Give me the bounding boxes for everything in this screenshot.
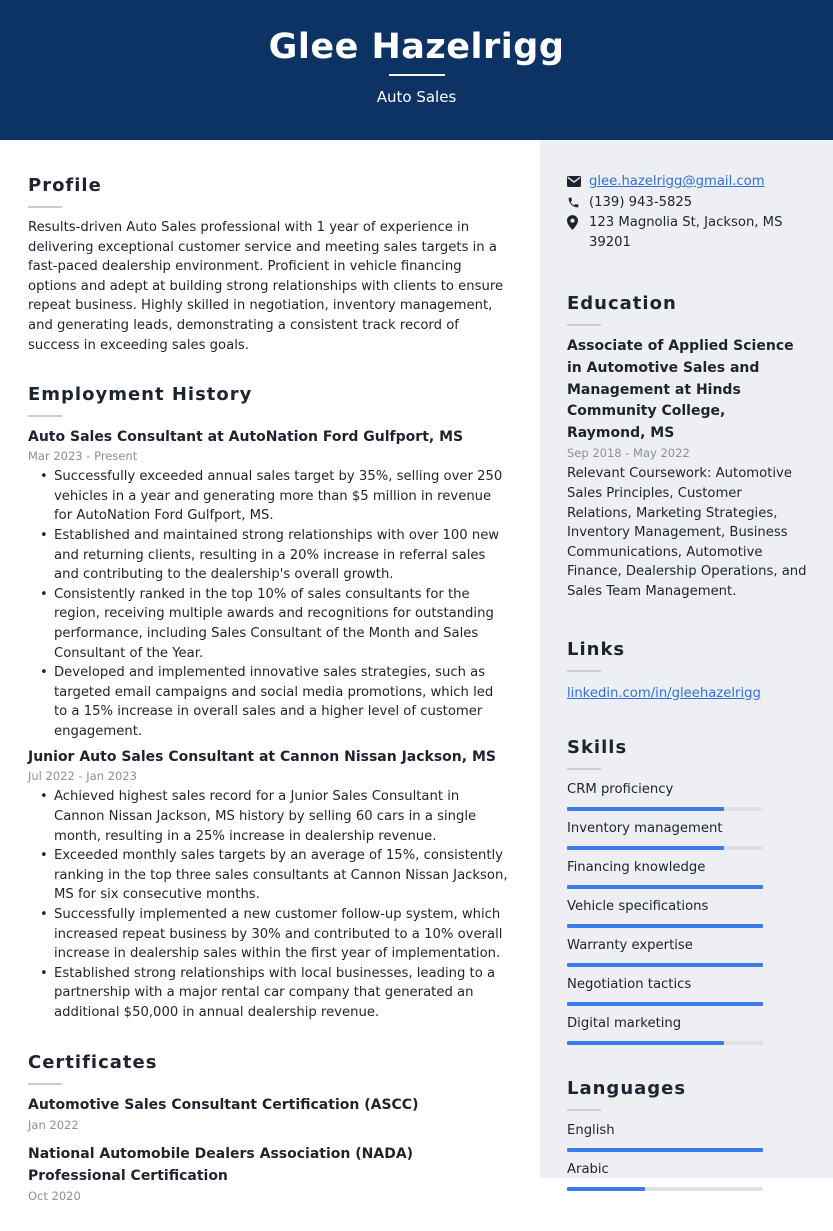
skill-name: Vehicle specifications <box>567 898 709 914</box>
skill-name: Warranty expertise <box>567 937 693 953</box>
language-name: Arabic <box>567 1161 609 1177</box>
skill-level-bar <box>567 924 763 928</box>
job-bullet: • Established and maintained strong relationships with over 100 new and returning clients, resulting in a 20% increase in referral sales and contributing to the dealership's overall growth. <box>28 526 508 585</box>
skill-level-fill <box>567 846 724 850</box>
contact-phone-row <box>567 193 807 213</box>
job-bullet: • Consistently ranked in the top 10% of sales consultants for the region, receiving multiple awards and recognitions for outstanding performance, including Sales Consultant of the Month and Sales Consultant of the Year. <box>28 585 508 663</box>
skill-level-fill <box>567 924 763 928</box>
skill-item <box>567 1014 807 1045</box>
skill-item <box>567 819 807 850</box>
job-title-subtitle: Auto Sales <box>376 88 457 106</box>
language-item <box>567 1160 807 1191</box>
employment-heading: Employment History <box>28 384 253 406</box>
skill-level-fill <box>567 1041 724 1045</box>
employment-section <box>28 381 508 1022</box>
section-divider <box>567 324 601 326</box>
resume-header <box>0 0 833 140</box>
skill-name: Negotiation tactics <box>567 976 692 992</box>
section-divider <box>567 670 601 672</box>
job-title: Junior Auto Sales Consultant at Cannon Nissan Jackson, MS <box>28 749 496 766</box>
job-dates: Jul 2022 - Jan 2023 <box>28 769 137 784</box>
profile-summary: Results-driven Auto Sales professional with 1 year of experience in delivering exceptional customer service and meeting sales targets in a fast-paced dealership environment. Proficient in vehicle financing options and adept at building strong relationships with clients to ensure repeat business. Highly skilled in negotiation, inventory management, and generating leads, demonstrating a consistent track record of success in exceeding sales goals. <box>28 220 504 353</box>
language-item <box>567 1121 807 1152</box>
skills-section <box>567 734 807 1045</box>
address-text: 123 Magnolia St, Jackson, MS 39201 <box>589 215 783 250</box>
contact-address-row <box>567 213 807 252</box>
skill-name: Inventory management <box>567 820 723 836</box>
contact-section <box>567 172 807 252</box>
job-bullet: • Established strong relationships with local businesses, leading to a partnership with a major rental car company that generated an additional $50,000 in annual dealership revenue. <box>28 964 508 1023</box>
contact-email-row <box>567 172 807 192</box>
certificate-date: Jan 2022 <box>28 1118 79 1133</box>
candidate-name: Glee Hazelrigg <box>268 27 565 67</box>
job-bullet: • Developed and implemented innovative sales strategies, such as targeted email campaigns and social media promotions, which led to a 15% increase in overall sales and a higher level of customer engagement. <box>28 663 508 741</box>
skill-level-bar <box>567 963 763 967</box>
certificate-entry <box>28 1095 508 1135</box>
skill-item <box>567 897 807 928</box>
job-title: Auto Sales Consultant at AutoNation Ford Gulfport, MS <box>28 429 464 446</box>
certificate-name: Automotive Sales Consultant Certification (ASCC) <box>28 1096 419 1113</box>
skill-level-bar <box>567 807 763 811</box>
education-dates: Sep 2018 - May 2022 <box>567 446 690 461</box>
header-divider <box>389 74 445 76</box>
certificates-heading: Certificates <box>28 1051 158 1073</box>
envelope-icon <box>567 172 589 192</box>
section-divider <box>28 415 62 417</box>
skills-heading: Skills <box>567 736 628 758</box>
language-name: English <box>567 1122 615 1138</box>
skill-level-bar <box>567 885 763 889</box>
languages-section <box>567 1075 807 1191</box>
profile-heading: Profile <box>28 175 102 196</box>
languages-heading: Languages <box>567 1077 687 1099</box>
skill-item <box>567 936 807 967</box>
job-bullets <box>28 787 508 1022</box>
certificate-entry <box>28 1144 508 1205</box>
education-heading: Education <box>567 293 677 315</box>
skill-level-bar <box>567 846 763 850</box>
language-level-fill <box>567 1148 763 1152</box>
skill-name: Financing knowledge <box>567 859 706 875</box>
job-bullet: • Successfully implemented a new customer follow-up system, which increased repeat business by 30% and contributed to a 10% overall increase in dealership sales within the first year of implementation. <box>28 905 508 964</box>
degree-title: Associate of Applied Science in Automotive Sales and Management at Hinds Community College, Raymond, MS <box>567 338 794 441</box>
skill-level-fill <box>567 807 724 811</box>
skill-level-fill <box>567 885 763 889</box>
job-entry <box>28 427 508 741</box>
links-heading: Links <box>567 638 626 660</box>
skill-name: CRM proficiency <box>567 781 674 797</box>
map-pin-icon <box>567 213 589 233</box>
language-level-bar <box>567 1187 763 1191</box>
main-column <box>28 172 508 1231</box>
section-divider <box>28 206 62 208</box>
section-divider <box>567 768 601 770</box>
phone-icon <box>567 193 589 213</box>
skill-item <box>567 975 807 1006</box>
skill-name: Digital marketing <box>567 1015 682 1031</box>
skill-item <box>567 858 807 889</box>
section-divider <box>28 1083 62 1085</box>
links-section <box>567 636 807 704</box>
skills-list <box>567 780 807 1045</box>
skill-level-fill <box>567 1002 763 1006</box>
job-bullet: • Successfully exceeded annual sales target by 35%, selling over 250 vehicles in a year and generating more than $5 million in revenue for AutoNation Ford Gulfport, MS. <box>28 467 508 526</box>
profile-section <box>28 172 508 355</box>
language-level-bar <box>567 1148 763 1152</box>
languages-list <box>567 1121 807 1191</box>
skill-level-bar <box>567 1002 763 1006</box>
certificate-date: Oct 2020 <box>28 1189 81 1204</box>
language-level-fill <box>567 1187 645 1191</box>
skill-item <box>567 780 807 811</box>
section-divider <box>567 1109 601 1111</box>
certificates-section <box>28 1049 508 1206</box>
skill-level-bar <box>567 1041 763 1045</box>
education-section <box>567 290 807 601</box>
job-dates: Mar 2023 - Present <box>28 449 138 464</box>
job-bullet: • Exceeded monthly sales targets by an average of 15%, consistently ranking in the top three sales consultants at Cannon Nissan Jackson, MS for six consecutive months. <box>28 846 508 905</box>
certificate-name: National Automobile Dealers Association (NADA) Professional Certification <box>28 1146 414 1184</box>
education-details: Relevant Coursework: Automotive Sales Principles, Customer Relations, Marketing Strategies, Inventory Management, Business Communications, Automotive Finance, Dealership Operations, and Sales Team Management. <box>567 466 807 599</box>
sidebar-column <box>567 172 807 1217</box>
job-bullet: • Achieved highest sales record for a Junior Sales Consultant in Cannon Nissan Jackson, MS history by selling 60 cars in a single month, resulting in a 25% increase in dealership revenue. <box>28 787 508 846</box>
phone-number: (139) 943-5825 <box>589 194 693 210</box>
job-entry <box>28 747 508 1022</box>
job-bullets <box>28 467 508 741</box>
email-link[interactable]: glee.hazelrigg@gmail.com <box>589 174 765 189</box>
skill-level-fill <box>567 963 763 967</box>
linkedin-link[interactable]: linkedin.com/in/gleehazelrigg <box>567 685 761 701</box>
